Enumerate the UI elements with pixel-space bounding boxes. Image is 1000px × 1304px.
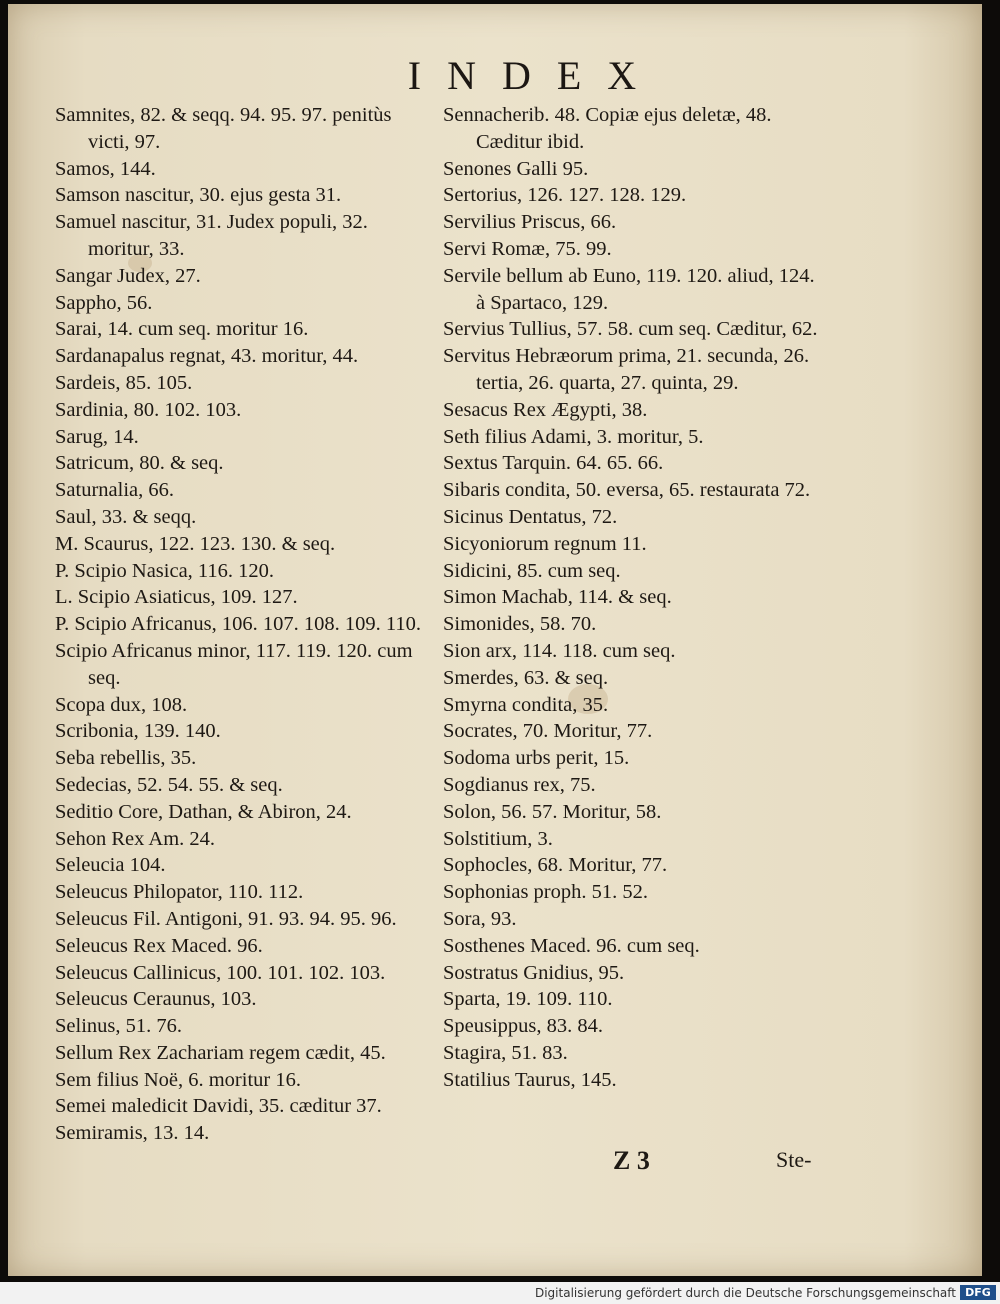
index-entry: L. Scipio Asiaticus, 109. 127. xyxy=(55,586,298,609)
index-entry: Solon, 56. 57. Moritur, 58. xyxy=(443,800,662,823)
index-column-left xyxy=(55,102,435,1147)
index-entry: Sertorius, 126. 127. 128. 129. xyxy=(443,184,687,207)
index-entry: Speusippus, 83. 84. xyxy=(443,1015,604,1038)
index-entry: Sostratus Gnidius, 95. xyxy=(443,961,625,984)
index-entry: Sora, 93. xyxy=(443,907,517,930)
dfg-logo: DFG xyxy=(960,1285,996,1300)
index-entry: Sardinia, 80. 102. 103. xyxy=(55,398,242,421)
index-entry: P. Scipio Nasica, 116. 120. xyxy=(55,559,275,582)
page-header: INDEX xyxy=(407,53,663,98)
index-entry: Sophonias proph. 51. 52. xyxy=(443,881,648,904)
index-entry: Sidicini, 85. cum seq. xyxy=(443,559,621,582)
index-entry: Sparta, 19. 109. 110. xyxy=(443,988,613,1011)
index-entry: Sappho, 56. xyxy=(55,291,153,314)
index-entry: Scopa dux, 108. xyxy=(55,693,188,716)
index-entry: Servius Tullius, 57. 58. cum seq. Cæditur, 62. xyxy=(443,318,818,341)
index-entry: Sarug, 14. xyxy=(55,425,139,448)
index-entry: Servitus Hebræorum prima, 21. secunda, 26. tertia, 26. quarta, 27. quinta, 29. xyxy=(443,345,810,394)
index-entry: Seleucus Ceraunus, 103. xyxy=(55,988,257,1011)
index-entry: Sedecias, 52. 54. 55. & seq. xyxy=(55,773,283,796)
signature-mark: Z 3 xyxy=(613,1146,650,1175)
index-entry: Smerdes, 63. & seq. xyxy=(443,666,609,689)
index-entry: Saturnalia, 66. xyxy=(55,479,174,502)
index-entry: Semiramis, 13. 14. xyxy=(55,1122,210,1145)
index-entry: Sardeis, 85. 105. xyxy=(55,371,193,394)
index-entry: Semei maledicit Davidi, 35. cæditur 37. xyxy=(55,1095,382,1118)
index-entry: Sibaris condita, 50. eversa, 65. restaurata 72. xyxy=(443,479,811,502)
index-entry: Seleucus Rex Maced. 96. xyxy=(55,934,263,957)
index-entry: Saul, 33. & seqq. xyxy=(55,505,197,528)
index-entry: Statilius Taurus, 145. xyxy=(443,1068,617,1091)
index-entry: Satricum, 80. & seq. xyxy=(55,452,224,475)
index-entry: Seleucus Philopator, 110. 112. xyxy=(55,881,304,904)
index-entry: Scribonia, 139. 140. xyxy=(55,720,221,743)
index-entry: Seba rebellis, 35. xyxy=(55,747,197,770)
index-entry: Socrates, 70. Moritur, 77. xyxy=(443,720,653,743)
index-entry: Samson nascitur, 30. ejus gesta 31. xyxy=(55,184,342,207)
index-entry: Seditio Core, Dathan, & Abiron, 24. xyxy=(55,800,352,823)
index-entry: Sion arx, 114. 118. cum seq. xyxy=(443,639,676,662)
index-entry: Solstitium, 3. xyxy=(443,827,553,850)
index-entry: M. Scaurus, 122. 123. 130. & seq. xyxy=(55,532,336,555)
index-entry: Servilius Priscus, 66. xyxy=(443,211,617,234)
index-entry: Servi Romæ, 75. 99. xyxy=(443,237,612,260)
index-entry: Smyrna condita, 35. xyxy=(443,693,609,716)
index-entry: Simonides, 58. 70. xyxy=(443,613,597,636)
index-entry: Seleucus Fil. Antigoni, 91. 93. 94. 95. 96. xyxy=(55,907,397,930)
index-entry: Sardanapalus regnat, 43. moritur, 44. xyxy=(55,345,359,368)
index-column-right xyxy=(443,102,823,1093)
index-entry: Sesacus Rex Ægypti, 38. xyxy=(443,398,648,421)
catchword: Ste- xyxy=(776,1147,812,1172)
index-entry: Sodoma urbs perit, 15. xyxy=(443,747,630,770)
index-entry: Sennacherib. 48. Copiæ ejus deletæ, 48. Cæditur ibid. xyxy=(443,104,772,153)
index-entry: Samnites, 82. & seqq. 94. 95. 97. penitùs victi, 97. xyxy=(55,104,392,153)
index-entry: Samos, 144. xyxy=(55,157,156,180)
index-entry: Sehon Rex Am. 24. xyxy=(55,827,216,850)
index-entry: Sellum Rex Zachariam regem cædit, 45. xyxy=(55,1041,386,1064)
index-entry: Samuel nascitur, 31. Judex populi, 32. moritur, 33. xyxy=(55,211,368,260)
index-entry: Sarai, 14. cum seq. moritur 16. xyxy=(55,318,309,341)
index-entry: Seth filius Adami, 3. moritur, 5. xyxy=(443,425,704,448)
index-entry: Scipio Africanus minor, 117. 119. 120. cum seq. xyxy=(55,639,413,689)
index-entry: Seleucus Callinicus, 100. 101. 102. 103. xyxy=(55,961,386,984)
index-entry: Sextus Tarquin. 64. 65. 66. xyxy=(443,452,664,475)
index-entry: Sicyoniorum regnum 11. xyxy=(443,532,647,555)
index-entry: Servile bellum ab Euno, 119. 120. aliud, 124. à Spartaco, 129. xyxy=(443,264,815,314)
index-entry: Sangar Judex, 27. xyxy=(55,264,201,287)
index-entry: Stagira, 51. 83. xyxy=(443,1041,568,1064)
index-entry: Simon Machab, 114. & seq. xyxy=(443,586,672,609)
index-entry: Sicinus Dentatus, 72. xyxy=(443,505,618,528)
index-entry: Seleucia 104. xyxy=(55,854,166,877)
index-entry: Sophocles, 68. Moritur, 77. xyxy=(443,854,668,877)
index-entry: P. Scipio Africanus, 106. 107. 108. 109. 110. xyxy=(55,613,421,636)
index-entry: Sosthenes Maced. 96. cum seq. xyxy=(443,934,700,957)
index-entry: Selinus, 51. 76. xyxy=(55,1015,182,1038)
index-entry: Sogdianus rex, 75. xyxy=(443,773,596,796)
index-entry: Senones Galli 95. xyxy=(443,157,589,180)
book-page xyxy=(8,4,982,1276)
footer-bar xyxy=(0,1282,1000,1304)
index-entry: Sem filius Noë, 6. moritur 16. xyxy=(55,1068,301,1091)
footer-credit: Digitalisierung gefördert durch die Deutsche Forschungsgemeinschaft xyxy=(534,1286,956,1300)
